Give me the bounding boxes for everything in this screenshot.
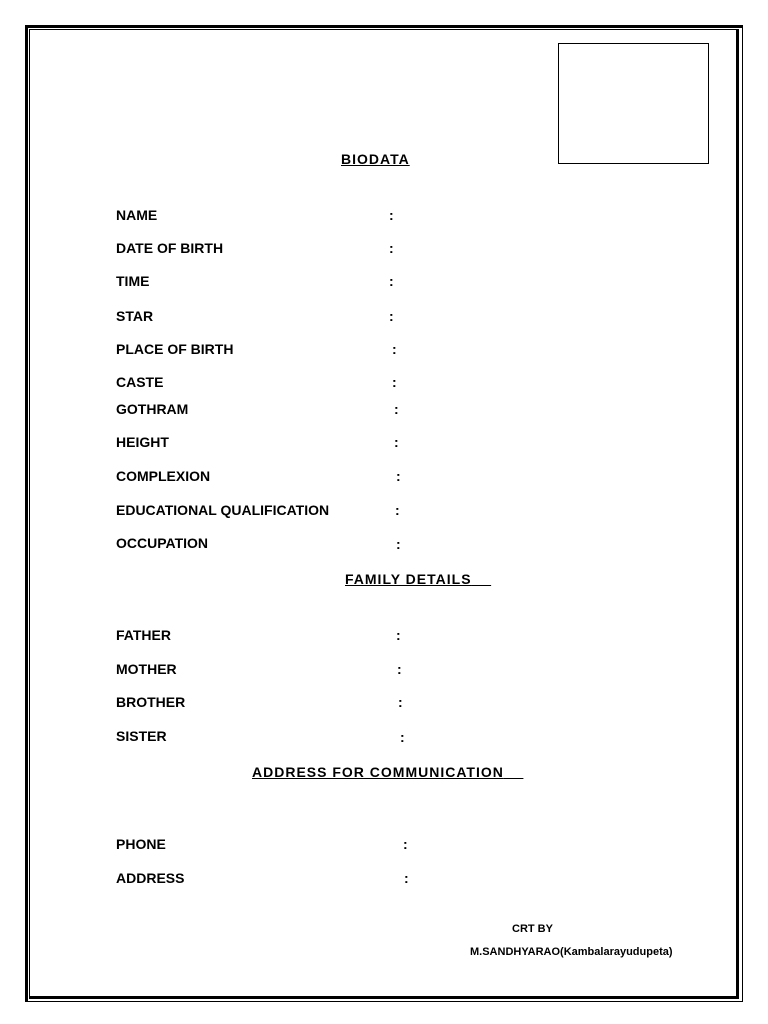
credit-line-1: CRT BY xyxy=(512,923,553,935)
field-colon-complexion: : xyxy=(396,468,401,484)
biodata-title: BIODATA xyxy=(341,151,410,167)
field-colon-gothram: : xyxy=(394,401,399,417)
field-colon-height: : xyxy=(394,434,399,450)
field-label-place-of-birth: PLACE OF BIRTH xyxy=(116,341,234,357)
field-label-caste: CASTE xyxy=(116,374,164,390)
field-colon-phone: : xyxy=(403,836,408,852)
address-heading-text: ADDRESS FOR COMMUNICATION xyxy=(252,764,504,780)
field-colon-place-of-birth: : xyxy=(392,341,397,357)
family-details-heading-text: FAMILY DETAILS xyxy=(345,571,472,587)
photo-placeholder xyxy=(558,43,709,164)
family-details-heading xyxy=(345,571,491,587)
credit-line-2: M.SANDHYARAO(Kambalarayudupeta) xyxy=(470,946,673,958)
field-colon-star: : xyxy=(389,308,394,324)
field-label-educational-qualification: EDUCATIONAL QUALIFICATION xyxy=(116,502,330,518)
field-label-name: NAME xyxy=(116,207,158,223)
field-colon-caste: : xyxy=(392,374,397,390)
field-label-father: FATHER xyxy=(116,627,171,643)
field-colon-brother: : xyxy=(398,694,403,710)
field-colon-occupation: : xyxy=(396,536,401,552)
field-colon-address: : xyxy=(404,870,409,886)
field-colon-sister: : xyxy=(400,729,405,745)
field-label-mother: MOTHER xyxy=(116,661,177,677)
field-label-date-of-birth: DATE OF BIRTH xyxy=(116,240,224,256)
field-colon-father: : xyxy=(396,627,401,643)
field-label-occupation: OCCUPATION xyxy=(116,535,209,551)
field-colon-name: : xyxy=(389,207,394,223)
field-label-gothram: GOTHRAM xyxy=(116,401,189,417)
field-label-sister: SISTER xyxy=(116,728,167,744)
field-label-phone: PHONE xyxy=(116,836,166,852)
field-label-star: STAR xyxy=(116,308,154,324)
field-colon-date-of-birth: : xyxy=(389,240,394,256)
field-label-address: ADDRESS xyxy=(116,870,185,886)
field-label-time: TIME xyxy=(116,273,150,289)
field-colon-educational-qualification: : xyxy=(395,502,400,518)
field-colon-time: : xyxy=(389,273,394,289)
field-label-brother: BROTHER xyxy=(116,694,186,710)
field-colon-mother: : xyxy=(397,661,402,677)
field-label-complexion: COMPLEXION xyxy=(116,468,211,484)
field-label-height: HEIGHT xyxy=(116,434,169,450)
address-heading xyxy=(252,764,523,780)
